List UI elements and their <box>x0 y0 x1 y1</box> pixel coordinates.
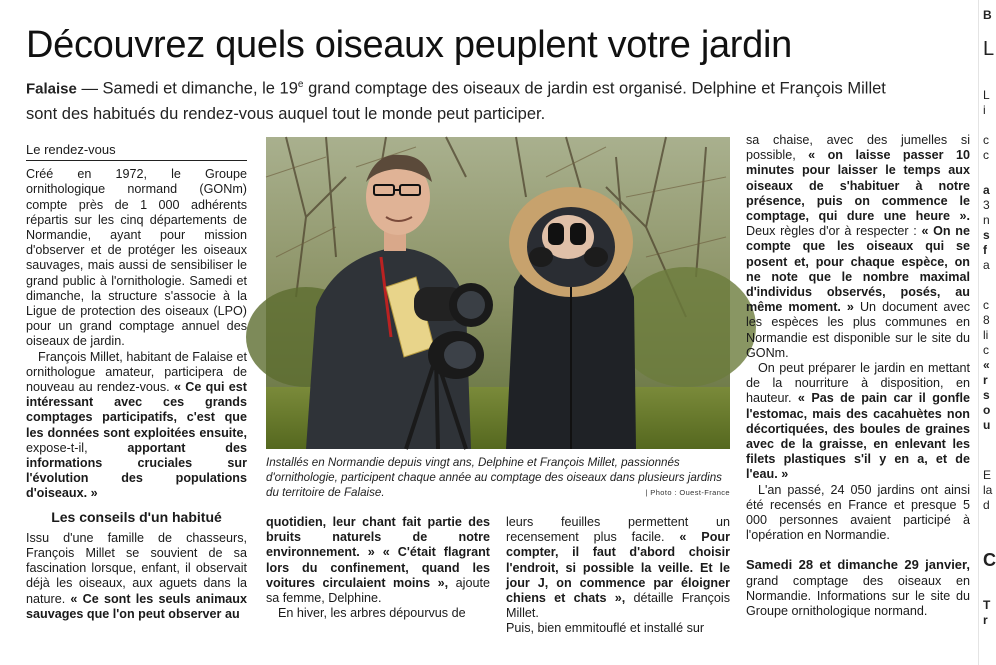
adjacent-article-edge <box>983 0 996 665</box>
quote-run: quotidien, leur chant fait partie des bruits naturels de notre environnement. » « C'était flagrant lors du confinement, quand les voitures circulaient moins », <box>266 515 490 590</box>
dateline-place: Falaise <box>26 80 77 98</box>
edge-glyph: 3 <box>983 198 990 212</box>
paragraph: Puis, bien emmitouflé et installé sur <box>506 621 705 636</box>
paragraph <box>746 557 970 619</box>
edge-glyph: la <box>983 483 993 497</box>
edge-glyph: a <box>983 183 990 197</box>
edge-glyph: L <box>983 88 990 102</box>
text-run: Issu d'une famille de chasseurs, François Millet se souvient de sa fascination lorsque, enfant, il observait déjà les oiseaux, aux aguets dans la nature. <box>26 530 247 606</box>
edge-glyph: r <box>983 373 988 387</box>
paragraph: L'an passé, 24 050 jardins ont ainsi été recensés en France et presque 5 000 personnes avaient participé à l'opération en Normandie. <box>746 482 970 543</box>
edge-glyph: u <box>983 418 991 432</box>
edge-glyph: C <box>983 550 996 570</box>
edge-glyph: s <box>983 388 990 402</box>
paragraph: En hiver, les arbres dépourvus de <box>278 606 466 621</box>
subheading: Les conseils d'un habitué <box>51 508 222 525</box>
column-3 <box>506 515 730 637</box>
text-run: grand comptage des oiseaux en Normandie. Informations sur le site du Groupe ornithologique normand. <box>746 573 970 619</box>
edge-glyph: c <box>983 298 989 312</box>
edge-glyph: f <box>983 243 987 257</box>
column-1 <box>26 142 247 622</box>
paragraph <box>746 133 970 361</box>
photo-illustration <box>266 137 730 449</box>
edge-glyph: r <box>983 613 988 627</box>
edge-glyph: B <box>983 8 992 22</box>
paragraph <box>746 361 970 483</box>
article-photo <box>266 137 730 449</box>
text-run: On peut préparer le jardin en mettant de la nourriture à disposition, en hauteur. <box>746 361 970 406</box>
paragraph <box>506 515 730 621</box>
text-run: leurs feuilles permettent un recensement plus facile. <box>506 515 730 545</box>
lede-superscript: e <box>297 79 304 90</box>
text-run: détaille François Millet. <box>506 591 730 621</box>
quote-run: apportant des informations cruciales sur l'évolution des populations d'oiseaux. » <box>26 440 247 501</box>
edge-glyph: i <box>983 103 986 117</box>
edge-glyph: li <box>983 328 989 342</box>
edge-glyph: 8 <box>983 313 990 327</box>
column-rule <box>978 0 979 665</box>
edge-glyph: c <box>983 133 989 147</box>
photo-credit: | Photo : Ouest-France <box>645 488 730 497</box>
edge-glyph: o <box>983 403 991 417</box>
edge-glyph: E <box>983 468 992 482</box>
edge-glyph: n <box>983 213 990 227</box>
paragraph <box>26 350 247 502</box>
article-headline: Découvrez quels oiseaux peuplent votre jardin <box>26 24 792 66</box>
quote-run: « Ce sont les seuls animaux sauvages que l'on peut observer au <box>26 591 247 621</box>
quote-run: « on laisse passer 10 minutes pour laisser le temps aux oiseaux de s'habituer à notre présence, puis on commence le comptage, qui dure une heure ». <box>746 148 970 224</box>
paragraph <box>266 515 490 606</box>
quote-run: « On ne compte que les oiseaux qui se posent et, pour chaque espèce, on ne note que le nombre maximal d'individus observés, posés, au même moment. » <box>746 224 970 315</box>
edge-glyph: a <box>983 258 990 272</box>
event-dates: Samedi 28 et dimanche 29 janvier, <box>746 557 970 573</box>
quote-run: « Pas de pain car il gonfle l'estomac, mais des cacahuètes non décortiquées, des boules de graines avec de la graisse, en enlevant les filets plastiques s'il y en a, et de l'eau. » <box>746 391 970 482</box>
edge-glyph: c <box>983 343 989 357</box>
edge-glyph: « <box>983 358 990 372</box>
paragraph <box>26 531 247 622</box>
edge-glyph: s <box>983 228 990 242</box>
column-4 <box>746 133 970 619</box>
article-lede <box>26 72 906 127</box>
column-2 <box>266 515 490 621</box>
lede-text-part1: Samedi et dimanche, le 19 <box>102 79 298 98</box>
edge-glyph: d <box>983 498 990 512</box>
text-run: Un document avec les espèces les plus communes en Normandie est disponible sur le site du GONm. <box>746 300 970 360</box>
paragraph: Créé en 1972, le Groupe ornithologique normand (GONm) compte près de 1 000 adhérents répartis sur les cinq départements de Normandie, ayant pour mission d'observer et de protéger les oiseaux sauvages, mais aussi de sensibiliser le grand public à l'ornithologie. Samedi et dimanche, la structure s'associe à la Ligue de protection des oiseaux (LPO) pour un grand comptage annuel des oiseaux de jardin. <box>26 167 247 349</box>
text-run: sa chaise, avec des jumelles si possible, <box>746 133 970 163</box>
text-run: Deux règles d'or à respecter : <box>746 224 922 239</box>
text-run: François Millet, habitant de Falaise et ornithologue amateur, participera de nouveau au rendez-vous. <box>26 349 247 395</box>
edge-glyph: L <box>983 38 995 60</box>
text-run: expose-t-il, <box>26 440 128 455</box>
edge-glyph: c <box>983 148 989 162</box>
photo-caption: Installés en Normandie depuis vingt ans, Delphine et François Millet, passionnés d'ornithologie, participent chaque année au comptage des oiseaux dans plusieurs jardins du territoire de Falaise. <box>266 456 722 499</box>
text-run: ajoute sa femme, Delphine. <box>266 575 490 606</box>
quote-run: « Ce qui est intéressant avec ces grands comptages participatifs, c'est que les données sont exploitées ensuite, <box>26 380 247 440</box>
dateline-dash: — <box>76 79 103 98</box>
quote-run: « Pour compter, il faut d'abord choisir l'endroit, si possible la veille. Et le jour J, on commence par éloigner chiens et chats », <box>506 530 730 606</box>
section-label: Le rendez-vous <box>26 142 247 161</box>
edge-glyph: T <box>983 598 991 612</box>
lede-text-part2: grand comptage des oiseaux de jardin est organisé. Delphine et François Millet sont des habitués du rendez-vous auquel tout le monde peut participer. <box>26 79 886 123</box>
